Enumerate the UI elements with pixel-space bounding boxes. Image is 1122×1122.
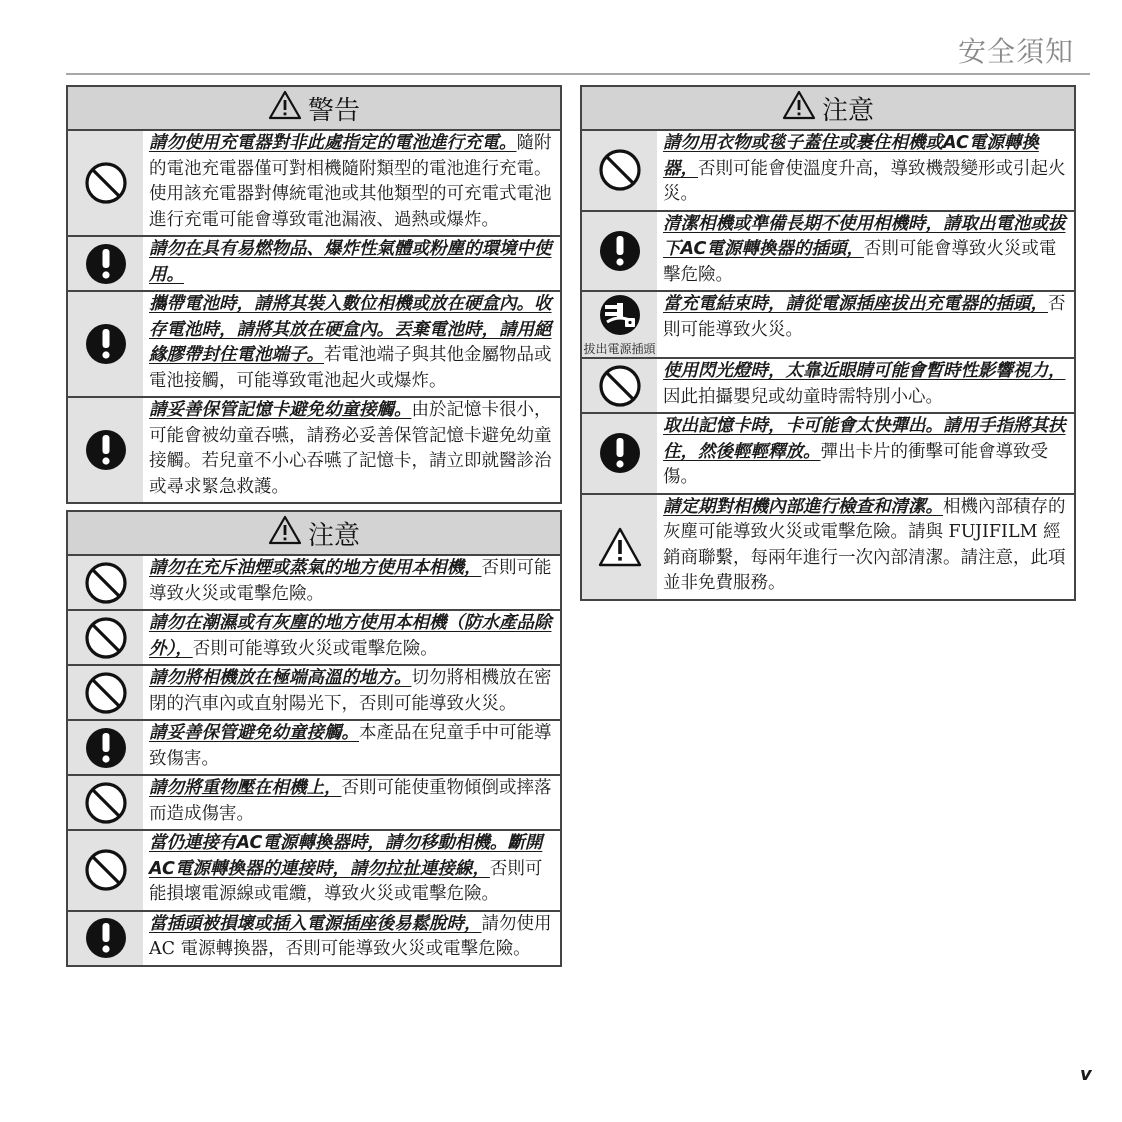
notice-emphasis: 清潔相機或準備長期不使用相機時，請取出電池或拔下AC電源轉換器的插頭，: [663, 213, 1066, 259]
notice-icon-cell: [68, 237, 143, 290]
notice-body: 否則可能使重物傾倒或摔落而造成傷害。: [149, 778, 552, 824]
caution-triangle-icon: [268, 90, 302, 127]
notice-row: [68, 292, 560, 398]
notice-body: 本產品在兒童手中可能導致傷害。: [149, 723, 552, 769]
notice-row: [68, 611, 560, 666]
notice-row: [582, 131, 1074, 212]
notice-text: [657, 212, 1074, 291]
mandatory-icon: [83, 427, 129, 473]
notice-row: [68, 556, 560, 611]
notice-emphasis: 使用閃光燈時，太靠近眼睛可能會暫時性影響視力，: [663, 361, 1066, 381]
notice-body: 否則可能損壞電源線或電纜，導致火災或電擊危險。: [149, 858, 543, 904]
notice-text: [143, 237, 560, 290]
notice-emphasis: 請妥善保管避免幼童接觸。: [149, 723, 359, 743]
notice-icon-cell: [68, 776, 143, 829]
caution-box: [66, 510, 562, 967]
warning-box: [66, 85, 562, 504]
notice-emphasis: 請勿用衣物或毯子蓋住或裹住相機或AC電源轉換器，: [663, 133, 1039, 179]
prohibited-icon: [83, 780, 129, 826]
notice-text: [657, 414, 1074, 493]
notice-icon-cell: [68, 556, 143, 609]
caution-triangle-icon: [597, 526, 643, 568]
notice-icon-cell: [582, 131, 657, 210]
notice-row: [68, 912, 560, 965]
notice-text: [143, 611, 560, 664]
notice-emphasis: 當插頭被損壞或插入電源插座後易鬆脫時，: [149, 913, 482, 934]
caution-title: 注意: [307, 520, 360, 551]
notice-body: 否則可能會使溫度升高，導致機殼變形或引起火災。: [663, 158, 1066, 204]
mandatory-icon: [83, 915, 129, 961]
page-number: v: [1080, 1064, 1092, 1085]
caution-rows: [68, 556, 560, 965]
notice-icon-cell: [582, 414, 657, 493]
warning-rows: [68, 131, 560, 502]
notice-emphasis: 請勿在潮濕或有灰塵的地方使用本相機（防水產品除外），: [149, 613, 552, 659]
notice-text: [143, 398, 560, 502]
notice-row: [68, 398, 560, 502]
notice-emphasis: 請妥善保管記憶卡避免幼童接觸。: [149, 400, 412, 420]
notice-row: [582, 359, 1074, 414]
notice-body: 否則可能導致火災或電擊危險。: [149, 558, 552, 604]
caution-box-right: [580, 85, 1076, 601]
notice-text: [143, 556, 560, 609]
prohibited-icon: [83, 615, 129, 661]
notice-text: [657, 131, 1074, 210]
notice-text: [143, 292, 560, 396]
mandatory-icon: [597, 228, 643, 274]
notice-body: 彈出卡片的衝擊可能會導致受傷。: [663, 441, 1048, 487]
notice-body: 切勿將相機放在密閉的汽車內或直射陽光下，否則可能導致火災。: [149, 668, 552, 714]
warning-title: 警告: [307, 95, 360, 126]
notice-row: [68, 666, 560, 721]
mandatory-icon: [83, 241, 129, 287]
notice-body: 請勿使用 AC 電源轉換器，否則可能導致火災或電擊危險。: [149, 913, 552, 959]
notice-row: [68, 831, 560, 912]
notice-emphasis: 當仍連接有AC電源轉換器時，請勿移動相機。斷開AC電源轉換器的連接時，請勿拉扯連接線，: [149, 833, 543, 879]
notice-body: 隨附的電池充電器僅可對相機隨附類型的電池進行充電。使用該充電器對傳統電池或其他類型的可充電式電池進行充電可能會導致電池漏液、過熱或爆炸。: [149, 133, 552, 230]
notice-icon-cell: [582, 359, 657, 412]
notice-text: [143, 831, 560, 910]
caution-triangle-icon: [268, 515, 302, 552]
notice-text: [143, 776, 560, 829]
notice-icon-cell: [68, 666, 143, 719]
prohibited-icon: [83, 560, 129, 606]
notice-icon-cell: [68, 131, 143, 235]
notice-text: [657, 359, 1074, 412]
notice-icon-cell: [68, 292, 143, 396]
notice-body: 若電池端子與其他金屬物品或電池接觸，可能導致電池起火或爆炸。: [149, 345, 552, 391]
caution-header: [68, 512, 560, 556]
caution-title-right: 注意: [821, 95, 874, 126]
mandatory-icon: [83, 725, 129, 771]
page-title: 安全須知: [957, 35, 1074, 68]
notice-body: 由於記憶卡很小，可能會被幼童吞嚥，請務必妥善保管記憶卡避免幼童接觸。若兒童不小心吞嚥了記憶卡，請立即就醫診治或尋求緊急救護。: [149, 400, 552, 497]
notice-text: [657, 292, 1074, 357]
notice-icon-cell: [68, 831, 143, 910]
mandatory-icon: [597, 430, 643, 476]
notice-text: [143, 131, 560, 235]
warning-header: [68, 87, 560, 131]
notice-icon-cell: [582, 212, 657, 291]
notice-row: [582, 212, 1074, 293]
notice-row: [68, 237, 560, 292]
prohibited-icon: [597, 147, 643, 193]
caution-rows-right: [582, 131, 1074, 599]
title-divider: [66, 73, 1090, 75]
prohibited-icon: [83, 160, 129, 206]
notice-row: [582, 414, 1074, 495]
prohibited-icon: [83, 670, 129, 716]
notice-icon-cell: [68, 721, 143, 774]
notice-emphasis: 取出記憶卡時，卡可能會太快彈出。請用手指將其扶住，然後輕輕釋放。: [663, 416, 1066, 462]
notice-body: 相機內部積存的灰塵可能導致火災或電擊危險。請與 FUJIFILM 經銷商聯繫，每兩年進行一次內部清潔。請注意，此項並非免費服務。: [663, 496, 1066, 593]
mandatory-icon: [83, 321, 129, 367]
notice-body: 否則可能會導致火災或電擊危險。: [663, 239, 1057, 285]
notice-icon-cell: [68, 611, 143, 664]
notice-icon-cell: [582, 292, 657, 357]
notice-icon-cell: [68, 912, 143, 965]
notice-row: [68, 131, 560, 237]
notice-emphasis: 請定期對相機內部進行檢查和清潔。: [663, 496, 943, 517]
notice-body: 否則可能導致火災。: [663, 294, 1066, 340]
caution-header-right: [582, 87, 1074, 131]
notice-text: [143, 912, 560, 965]
notice-emphasis: 攜帶電池時，請將其裝入數位相機或放在硬盒內。收存電池時，請將其放在硬盒內。丟棄電池時，請用絕緣膠帶封住電池端子。: [149, 294, 552, 365]
notice-body: 因此拍攝嬰兒或幼童時需特別小心。: [663, 386, 943, 407]
notice-emphasis: 請勿使用充電器對非此處指定的電池進行充電。: [149, 133, 517, 153]
notice-emphasis: 請勿在具有易燃物品、爆炸性氣體或粉塵的環境中使用。: [149, 239, 552, 285]
notice-text: [657, 495, 1074, 599]
notice-row: [68, 776, 560, 831]
notice-text: [143, 721, 560, 774]
notice-row: [582, 495, 1074, 599]
notice-emphasis: 請勿將重物壓在相機上，: [149, 778, 342, 798]
notice-emphasis: 請勿在充斥油煙或蒸氣的地方使用本相機，: [149, 558, 482, 578]
icon-caption: 拔出電源插頭: [583, 342, 656, 356]
notice-icon-cell: [582, 495, 657, 599]
notice-body: 否則可能導致火災或電擊危險。: [192, 638, 438, 659]
notice-row: [582, 292, 1074, 359]
notice-emphasis: 請勿將相機放在極端高溫的地方。: [149, 668, 412, 688]
notice-icon-cell: [68, 398, 143, 502]
unplug-icon: [597, 292, 643, 338]
notice-text: [143, 666, 560, 719]
notice-emphasis: 當充電結束時，請從電源插座拔出充電器的插頭，: [663, 294, 1048, 314]
prohibited-icon: [597, 363, 643, 409]
caution-triangle-icon: [782, 90, 816, 127]
prohibited-icon: [83, 847, 129, 893]
notice-row: [68, 721, 560, 776]
